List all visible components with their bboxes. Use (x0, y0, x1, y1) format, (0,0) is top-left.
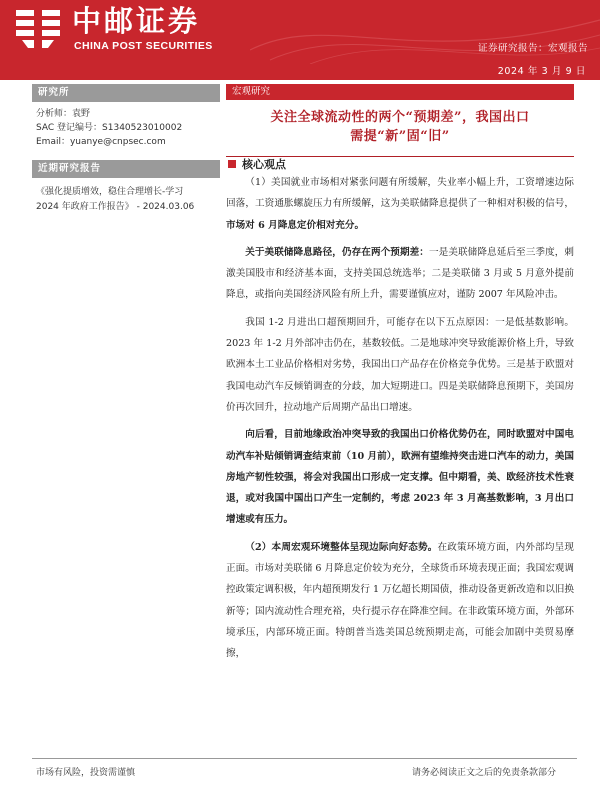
sac-number: SAC 登记编号：S1340523010002 (36, 123, 183, 133)
report-title (226, 108, 574, 146)
sidebar (32, 84, 220, 215)
recent-report-line: 2024 年政府工作报告》 - 2024.03.06 (36, 202, 195, 212)
core-views-label: 核心观点 (242, 158, 286, 171)
analyst-email[interactable]: Email：yuanye@cnpsec.com (36, 137, 166, 147)
report-type-label: 证券研究报告：宏观报告 (477, 43, 588, 54)
title-line: 需提“新”固“旧” (350, 129, 450, 144)
analyst-name: 分析师：袁野 (36, 109, 91, 119)
analyst-info (32, 102, 220, 149)
paragraph-text: 一是美联储降息延后至三季度，刺激美国股市和经济基本面，支持美国总统选举；二是美联储 3 月或 5 月意外提前降息，或指向美国经济风险有所上升，需要谨慎应对，谨防 2007 年风险冲击。 (226, 246, 575, 301)
research-institute-heading: 研究所 (32, 84, 220, 102)
paragraph (226, 172, 574, 236)
paragraph (226, 312, 574, 418)
paragraph (226, 424, 574, 530)
footer-divider (32, 758, 577, 759)
paragraph (226, 242, 574, 306)
paragraph-text: 在政策环境方面，内外部均呈现正面。市场对美联储 6 月降息定价较为充分，全球货币环境表现正面；我国宏观调控政策定调积极，年内超预期发行 1 万亿超长期国债，推动设备更新改造和以旧换新等；国内流动性合理充裕，央行提示存在降准空间。在非政策环境方面，外部环境承压，内部环境正面。特朗普当选美国总统预期走高，可能会加剧中美贸易摩擦， (226, 541, 574, 660)
paragraph-bold-text: 市场对 6 月降息定价相对充分。 (226, 219, 365, 231)
paragraph-bold-text: 向后看，目前地缘政治冲突导致的我国出口价格优势仍在，同时欧盟对中国电动汽车补贴倾销调查结束前（10 月前），欧洲有望维持突击进口汽车的动力，美国房地产韧性较强，将会对我国出口形成一定支撑。但中期看，美、欧经济技术性衰退，或对我国中国出口产生一定制约，考虑 2023 年 3 月高基数影响，3 月出口增速或有压力。 (226, 429, 574, 526)
paragraph-bold-text: 关于美联储降息路径，仍存在两个预期差： (245, 246, 429, 258)
brand-name-en: CHINA POST SECURITIES (74, 40, 213, 52)
paragraph-text: （1）美国就业市场相对紧张问题有所缓解，失业率小幅上升，工资增速边际回落，工资通胀螺旋压力有所缓解，这为美联储降息提供了一种相对积极的信号， (226, 177, 574, 210)
paragraph-bold-text: （2）本周宏观环境整体呈现边际向好态势。 (245, 541, 438, 553)
footer-risk-notice: 市场有风险，投资需谨慎 (36, 768, 136, 778)
date-bar (0, 64, 600, 80)
footer-disclaimer-notice: 请务必阅读正文之后的免责条款部分 (411, 768, 556, 778)
recent-reports-heading: 近期研究报告 (32, 160, 220, 178)
paragraph (226, 537, 574, 665)
section-tag: 宏观研究 (226, 84, 574, 100)
square-bullet-icon (228, 160, 236, 168)
recent-report-item[interactable] (32, 178, 220, 215)
main-content (226, 84, 574, 665)
core-views-heading (226, 156, 574, 172)
report-body (226, 172, 574, 665)
china-post-logo-icon (14, 6, 62, 50)
paragraph-text: 我国 1-2 月进出口超预期回升，可能存在以下五点原因：一是低基数影响。2023 年 1-2 月外部冲击仍在，基数较低。二是地球冲突导致能源价格上升，导致欧洲本土工业品价格相对劣势，我国出口产品存在价格竞争优势。三是基于欧盟对我国电动汽车反倾销调查的分歧，加大短期进口。四是美联储降息预期下，美国房价再次回升，拉动地产后周期产品出口增速。 (226, 316, 574, 413)
brand-name-cn: 中邮证券 (72, 4, 201, 38)
report-date: 2024 年 3 月 9 日 (497, 66, 586, 77)
title-line: 关注全球流动性的两个“预期差”，我国出口 (270, 110, 530, 125)
header-wave-decoration (250, 0, 600, 64)
recent-report-line: 《强化提质增效，稳住合理增长-学习 (36, 187, 184, 197)
report-header (0, 0, 600, 64)
